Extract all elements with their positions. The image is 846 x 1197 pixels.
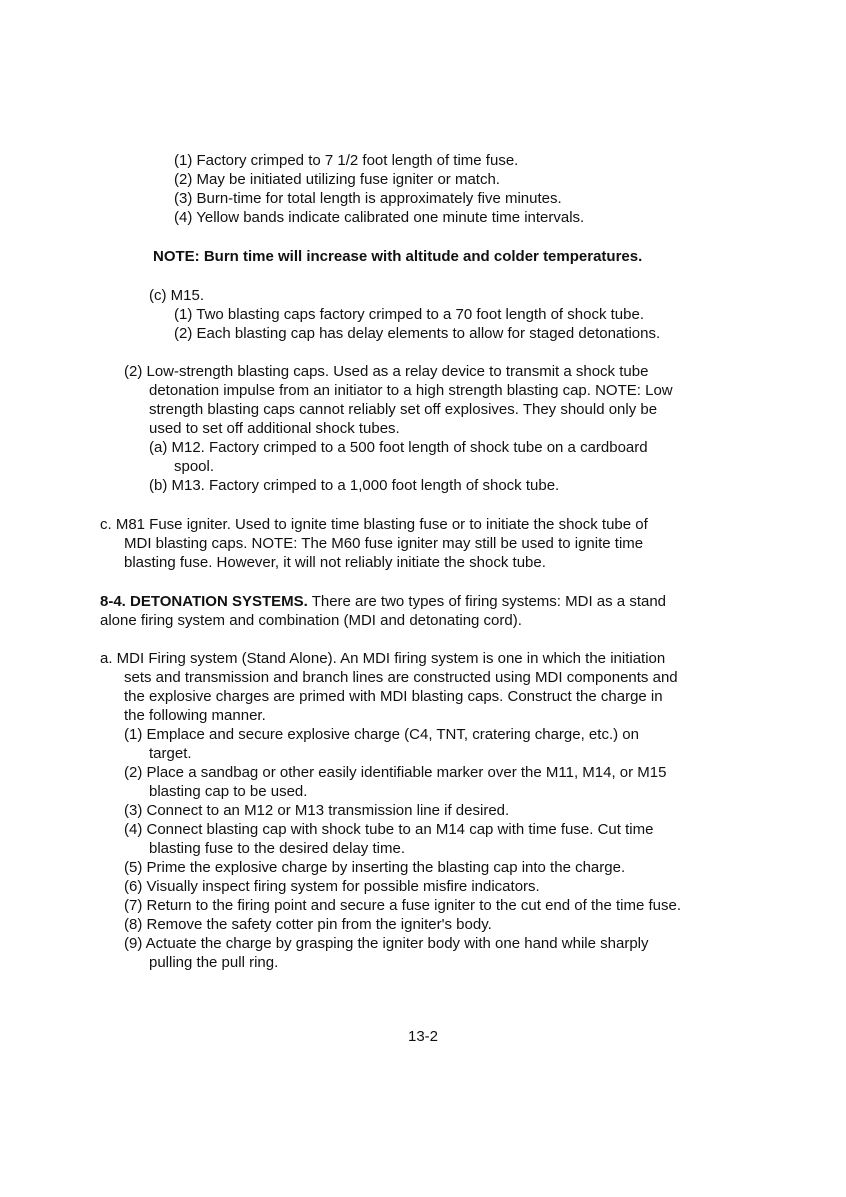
mdi-step-1: (1) Emplace and secure explosive charge (C4, TNT, cratering charge, etc.) on bbox=[124, 726, 639, 743]
mdi-step-2-cont: blasting cap to be used. bbox=[149, 783, 308, 800]
mdi-firing-line-2: sets and transmission and branch lines are constructed using MDI components and bbox=[124, 669, 678, 686]
mdi-step-1-cont: target. bbox=[149, 745, 192, 762]
mdi-step-4-cont: blasting fuse to the desired delay time. bbox=[149, 840, 405, 857]
page-number: 13-2 bbox=[407, 1028, 439, 1045]
detonation-systems-line-1 bbox=[100, 592, 666, 611]
low-strength-line-1: (2) Low-strength blasting caps. Used as a relay device to transmit a shock tube bbox=[124, 363, 649, 380]
mdi-firing-line-3: the explosive charges are primed with MDI blasting caps. Construct the charge in bbox=[124, 688, 663, 705]
m14-item-4: (4) Yellow bands indicate calibrated one minute time intervals. bbox=[174, 209, 585, 226]
mdi-step-4: (4) Connect blasting cap with shock tube to an M14 cap with time fuse. Cut time bbox=[124, 821, 654, 838]
low-strength-line-3: strength blasting caps cannot reliably set off explosives. They should only be bbox=[149, 401, 658, 418]
m14-item-2: (2) May be initiated utilizing fuse igniter or match. bbox=[174, 171, 500, 188]
m15-item-1: (1) Two blasting caps factory crimped to a 70 foot length of shock tube. bbox=[174, 306, 644, 323]
m13-line: (b) M13. Factory crimped to a 1,000 foot length of shock tube. bbox=[149, 477, 560, 494]
m12-line-1: (a) M12. Factory crimped to a 500 foot length of shock tube on a cardboard bbox=[149, 439, 648, 456]
mdi-firing-line-1: a. MDI Firing system (Stand Alone). An MDI firing system is one in which the initiation bbox=[100, 650, 666, 667]
mdi-step-5: (5) Prime the explosive charge by inserting the blasting cap into the charge. bbox=[124, 859, 626, 876]
mdi-step-7: (7) Return to the firing point and secure a fuse igniter to the cut end of the time fuse. bbox=[124, 897, 681, 914]
m14-item-3: (3) Burn-time for total length is approximately five minutes. bbox=[174, 190, 562, 207]
fuse-igniter-line-2: MDI blasting caps. NOTE: The M60 fuse igniter may still be used to ignite time bbox=[124, 535, 644, 552]
m15-heading: (c) M15. bbox=[149, 287, 205, 304]
mdi-step-9: (9) Actuate the charge by grasping the igniter body with one hand while sharply bbox=[124, 935, 649, 952]
detonation-systems-line-2: alone firing system and combination (MDI and detonating cord). bbox=[100, 612, 522, 629]
burn-time-note: NOTE: Burn time will increase with altitude and colder temperatures. bbox=[153, 248, 643, 265]
mdi-step-6: (6) Visually inspect firing system for possible misfire indicators. bbox=[124, 878, 540, 895]
mdi-step-3: (3) Connect to an M12 or M13 transmission line if desired. bbox=[124, 802, 510, 819]
mdi-step-2: (2) Place a sandbag or other easily identifiable marker over the M11, M14, or M15 bbox=[124, 764, 667, 781]
detonation-systems-heading: 8-4. DETONATION SYSTEMS. bbox=[100, 593, 308, 610]
mdi-step-9-cont: pulling the pull ring. bbox=[149, 954, 279, 971]
m14-item-1: (1) Factory crimped to 7 1/2 foot length of time fuse. bbox=[174, 152, 519, 169]
mdi-firing-line-4: the following manner. bbox=[124, 707, 266, 724]
low-strength-line-2: detonation impulse from an initiator to a high strength blasting cap. NOTE: Low bbox=[149, 382, 673, 399]
m15-item-2: (2) Each blasting cap has delay elements to allow for staged detonations. bbox=[174, 325, 661, 342]
fuse-igniter-line-3: blasting fuse. However, it will not reliably initiate the shock tube. bbox=[124, 554, 546, 571]
mdi-step-8: (8) Remove the safety cotter pin from the igniter's body. bbox=[124, 916, 492, 933]
detonation-systems-text: There are two types of firing systems: MDI as a stand bbox=[307, 593, 667, 610]
m12-line-2: spool. bbox=[174, 458, 215, 475]
low-strength-line-4: used to set off additional shock tubes. bbox=[149, 420, 400, 437]
fuse-igniter-line-1: c. M81 Fuse igniter. Used to ignite time blasting fuse or to initiate the shock tube of bbox=[100, 516, 648, 533]
